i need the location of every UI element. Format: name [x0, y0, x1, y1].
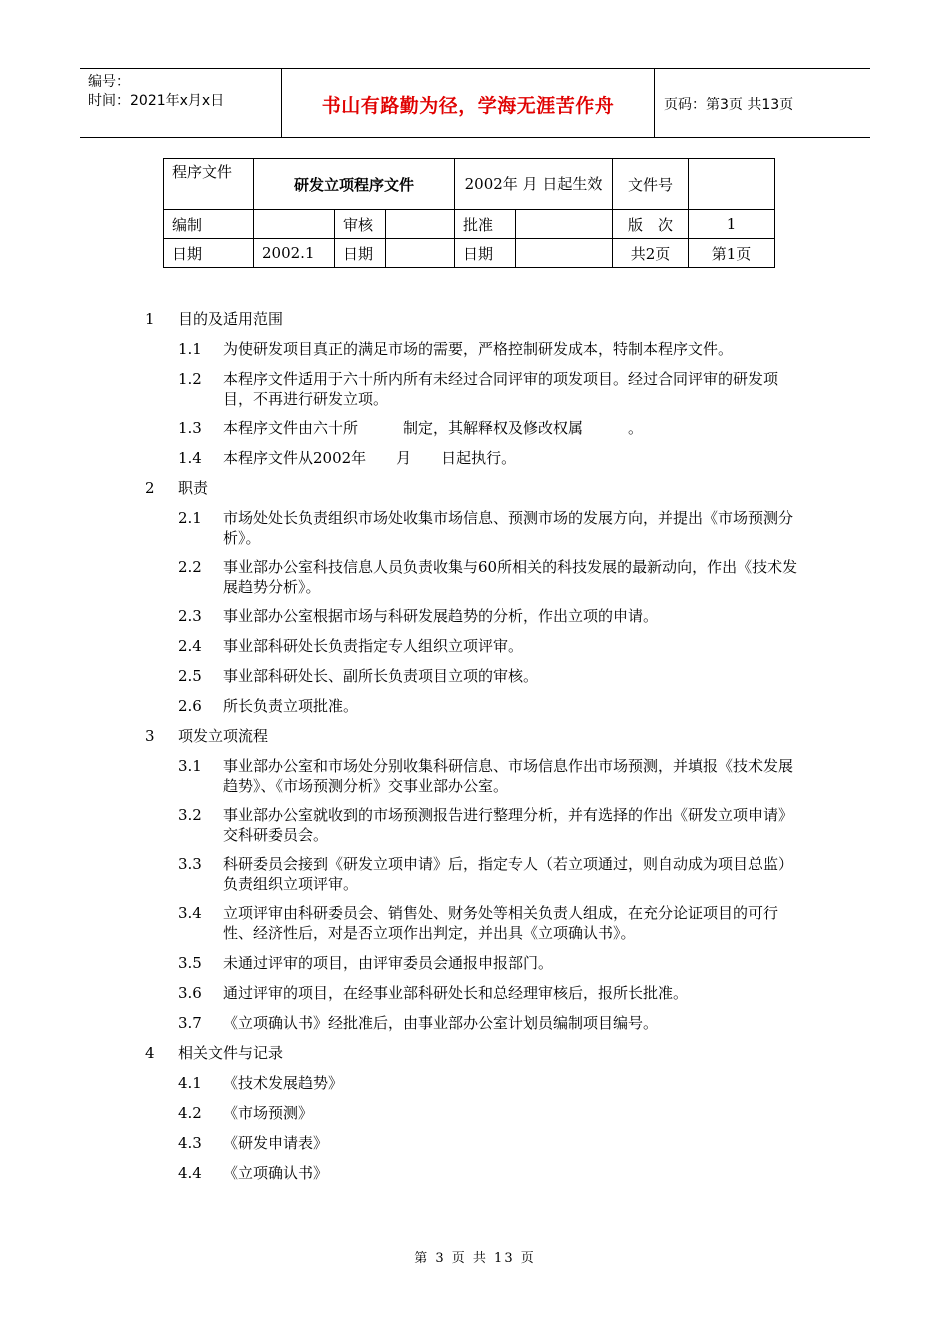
item-text: 为使研发项目真正的满足市场的需要，严格控制研发成本，特制本程序文件。: [223, 340, 734, 358]
item-number: 3.5: [178, 954, 202, 972]
page-header: [80, 68, 870, 138]
table-cell: [254, 210, 335, 239]
item-text: 立项评审由科研委员会、销售处、财务处等相关负责人组成，在充分论证项目的可行性、经济性后，对是否立项作出判定，并出具《立项确认书》。: [223, 904, 779, 942]
item-number: 1.4: [178, 449, 202, 467]
doc-time-label: 时间：2021年x月x日: [88, 93, 225, 109]
item-text: 事业部科研处长、副所长负责项目立项的审核。: [223, 667, 539, 685]
item-number: 2.4: [178, 637, 202, 655]
item-text: 所长负责立项批准。: [223, 697, 359, 715]
table-cell: 程序文件: [164, 159, 254, 210]
item-number: 3.1: [178, 757, 202, 775]
item-number: 2.3: [178, 607, 202, 625]
section-title: 职责: [178, 479, 209, 497]
item-text: 事业部办公室根据市场与科研发展趋势的分析，作出立项的申请。: [223, 607, 659, 625]
table-cell: 编制: [164, 210, 254, 239]
item-number: 2.6: [178, 697, 202, 715]
item-text: 本程序文件适用于六十所内所有未经过合同评审的项发项目。经过合同评审的研发项目，不再进行研发立项。: [223, 370, 779, 408]
item-text: 本程序文件从2002年 月 日起执行。: [223, 449, 517, 467]
table-cell: 批准: [455, 210, 516, 239]
table-cell: [386, 210, 455, 239]
table-cell: 文件号: [613, 159, 689, 210]
table-cell: [516, 210, 613, 239]
section-number: 2: [145, 479, 155, 497]
item-number: 3.4: [178, 904, 202, 922]
item-text: 通过评审的项目，在经事业部科研处长和总经理审核后，报所长批准。: [223, 984, 689, 1002]
section-number: 1: [145, 310, 155, 328]
section-title: 相关文件与记录: [178, 1044, 284, 1062]
item-number: 3.7: [178, 1014, 202, 1032]
table-row: [164, 210, 775, 239]
item-text: 未通过评审的项目，由评审委员会通报申报部门。: [223, 954, 554, 972]
table-cell: 日期: [164, 239, 254, 268]
item-number: 3.6: [178, 984, 202, 1002]
item-number: 4.3: [178, 1134, 202, 1152]
section-title: 项发立项流程: [178, 727, 269, 745]
item-text: 《技术发展趋势》: [223, 1074, 344, 1092]
document-info-table: [163, 158, 775, 268]
header-motto: 书山有路勤为径，学海无涯苦作舟: [321, 95, 615, 117]
header-divider: [654, 69, 655, 137]
doc-number-label: 编号：: [88, 74, 130, 90]
item-number: 1.1: [178, 340, 202, 358]
item-number: 4.1: [178, 1074, 202, 1092]
item-text: 科研委员会接到《研发立项申请》后，指定专人（若立项通过，则自动成为项目总监）负责组织立项评审。: [223, 855, 794, 893]
header-page-info: 页码：第3页 共13页: [664, 97, 794, 113]
table-cell: 版 次: [613, 210, 689, 239]
table-cell: 日期: [335, 239, 386, 268]
table-row: [164, 159, 775, 210]
section-number: 3: [145, 727, 155, 745]
table-cell: 2002.1: [254, 239, 335, 268]
table-cell: [516, 239, 613, 268]
item-number: 1.3: [178, 419, 202, 437]
doc-title-cell: 研发立项程序文件: [254, 159, 455, 210]
table-cell: 共2页: [613, 239, 689, 268]
item-number: 1.2: [178, 370, 202, 388]
section-title: 目的及适用范围: [178, 310, 284, 328]
page-footer: 第 3 页 共 13 页: [414, 1251, 536, 1266]
item-text: 《立项确认书》: [223, 1164, 329, 1182]
item-number: 2.5: [178, 667, 202, 685]
item-number: 4.2: [178, 1104, 202, 1122]
table-cell: 1: [689, 210, 775, 239]
table-cell: [689, 159, 775, 210]
section-number: 4: [145, 1044, 155, 1062]
item-number: 3.2: [178, 806, 202, 824]
table-cell: 日期: [455, 239, 516, 268]
item-number: 4.4: [178, 1164, 202, 1182]
effective-date-cell: 2002年 月 日起生效: [455, 159, 613, 210]
item-text: 《研发申请表》: [223, 1134, 329, 1152]
item-text: 本程序文件由六十所 制定，其解释权及修改权属 。: [223, 419, 644, 437]
item-number: 3.3: [178, 855, 202, 873]
item-text: 市场处处长负责组织市场处收集市场信息、预测市场的发展方向，并提出《市场预测分析》。: [223, 509, 794, 547]
item-number: 2.2: [178, 558, 202, 576]
item-number: 2.1: [178, 509, 202, 527]
table-cell: 第1页: [689, 239, 775, 268]
table-cell: [386, 239, 455, 268]
header-meta: [88, 73, 224, 111]
table-cell: 审核: [335, 210, 386, 239]
item-text: 事业部办公室和市场处分别收集科研信息、市场信息作出市场预测，并填报《技术发展趋势》、《市场预测分析》交事业部办公室。: [223, 757, 794, 795]
item-text: 《立项确认书》经批准后，由事业部办公室计划员编制项目编号。: [223, 1014, 659, 1032]
item-text: 事业部办公室就收到的市场预测报告进行整理分析，并有选择的作出《研发立项申请》交科研委员会。: [223, 806, 794, 844]
item-text: 事业部科研处长负责指定专人组织立项评审。: [223, 637, 524, 655]
item-text: 《市场预测》: [223, 1104, 314, 1122]
item-text: 事业部办公室科技信息人员负责收集与60所相关的科技发展的最新动向，作出《技术发展趋势分析》。: [223, 558, 798, 596]
table-row: [164, 239, 775, 268]
